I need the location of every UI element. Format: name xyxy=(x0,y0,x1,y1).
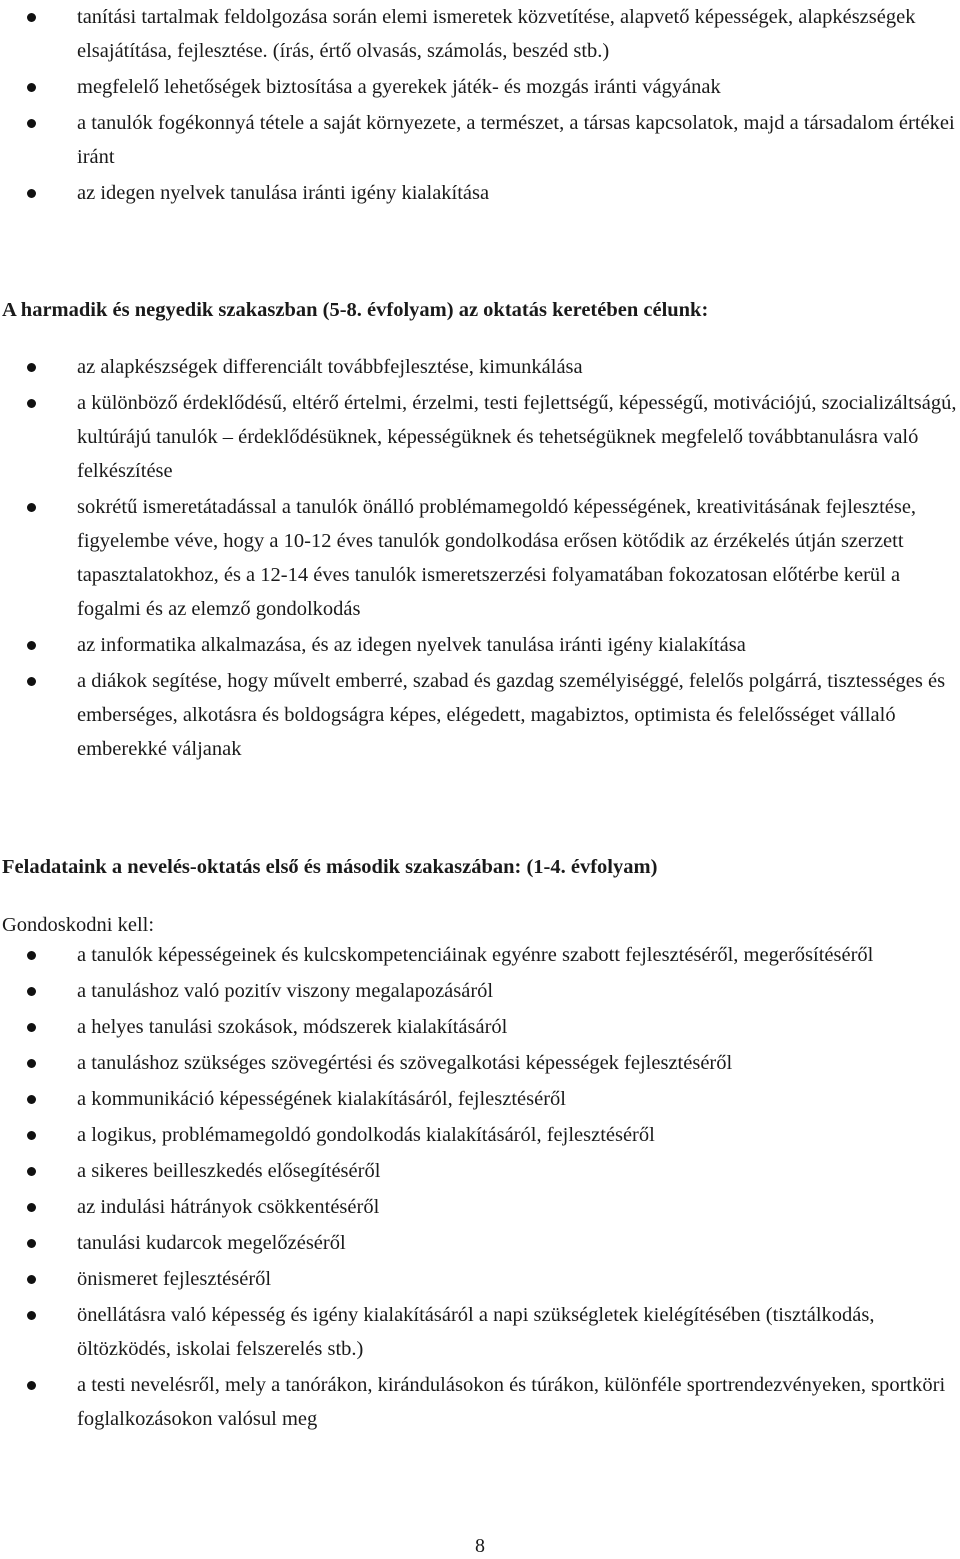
bullet-icon xyxy=(27,1167,36,1176)
bullet-icon xyxy=(27,1059,36,1068)
list-item xyxy=(0,938,960,972)
section-heading-grades-1-4: Feladataink a nevelés-oktatás első és második szakaszában: (1-4. évfolyam) xyxy=(2,856,658,878)
list-item xyxy=(0,974,960,1008)
list-item xyxy=(0,1046,960,1080)
list-item xyxy=(0,0,960,68)
list-item-text: önellátásra való képesség és igény kialakításáról a napi szükségletek kielégítésében (tisztálkodás, öltözködés, iskolai felszerelés stb.) xyxy=(77,1304,875,1360)
section-heading-grades-5-8: A harmadik és negyedik szakaszban (5-8. évfolyam) az oktatás keretében célunk: xyxy=(2,299,709,321)
list-item xyxy=(0,1082,960,1116)
list-item xyxy=(0,106,960,174)
list-item-text: a tanuláshoz szükséges szövegértési és szövegalkotási képességek fejlesztéséről xyxy=(77,1052,733,1074)
list-item xyxy=(0,1262,960,1296)
list-item xyxy=(0,386,960,488)
tasks-list xyxy=(0,938,960,1438)
bullet-icon xyxy=(27,1381,36,1390)
page-number: 8 xyxy=(475,1535,485,1557)
bullet-icon xyxy=(27,951,36,960)
bullet-icon xyxy=(27,677,36,686)
intro-label: Gondoskodni kell: xyxy=(2,914,155,936)
list-item-text: a sikeres beilleszkedés elősegítéséről xyxy=(77,1160,381,1182)
bullet-icon xyxy=(27,1311,36,1320)
list-item-text: megfelelő lehetőségek biztosítása a gyerekek játék- és mozgás iránti vágyának xyxy=(77,76,721,98)
list-item-text: a testi nevelésről, mely a tanórákon, kirándulásokon és túrákon, különféle sportrendezvényeken, sportköri foglalkozásokon valósul meg xyxy=(77,1374,946,1430)
list-item xyxy=(0,1154,960,1188)
list-item-text: az idegen nyelvek tanulása iránti igény kialakítása xyxy=(77,182,490,204)
list-item-text: az alapkészségek differenciált továbbfejlesztése, kimunkálása xyxy=(77,356,583,378)
list-item-text: az indulási hátrányok csökkentéséről xyxy=(77,1196,380,1218)
list-item xyxy=(0,1226,960,1260)
bullet-icon xyxy=(27,641,36,650)
bullet-icon xyxy=(27,189,36,198)
bullet-icon xyxy=(27,1275,36,1284)
list-item-text: önismeret fejlesztéséről xyxy=(77,1268,272,1290)
bullet-icon xyxy=(27,1023,36,1032)
list-item xyxy=(0,1368,960,1436)
list-item xyxy=(0,350,960,384)
list-item xyxy=(0,1298,960,1366)
goals-list-grades-5-8 xyxy=(0,350,960,768)
bullet-icon xyxy=(27,119,36,128)
list-item xyxy=(0,1010,960,1044)
bullet-icon xyxy=(27,1131,36,1140)
list-item xyxy=(0,664,960,766)
list-item-text: a kommunikáció képességének kialakításáról, fejlesztéséről xyxy=(77,1088,566,1110)
list-item xyxy=(0,176,960,210)
list-item xyxy=(0,1118,960,1152)
bullet-icon xyxy=(27,1203,36,1212)
list-item-text: tanulási kudarcok megelőzéséről xyxy=(77,1232,346,1254)
list-item-text: a tanuláshoz való pozitív viszony megalapozásáról xyxy=(77,980,494,1002)
list-item xyxy=(0,70,960,104)
bullet-icon xyxy=(27,363,36,372)
bullet-icon xyxy=(27,503,36,512)
list-item xyxy=(0,628,960,662)
list-item-text: a diákok segítése, hogy művelt emberré, szabad és gazdag személyiséggé, felelős polgárrá, tisztességes és emberséges, alkotásra és boldogságra képes, elégedett, magabiztos, optimista és felelősséget vállaló emberekké váljanak xyxy=(77,670,946,760)
bullet-icon xyxy=(27,13,36,22)
bullet-icon xyxy=(27,1095,36,1104)
list-item-text: sokrétű ismeretátadással a tanulók önálló problémamegoldó képességének, kreativitásának fejlesztése, figyelembe véve, hogy a 10-12 éves tanulók gondolkodása erősen kötődik az érzékelés útján szerzett tapasztalatokhoz, és a 12-14 éves tanulók ismeretszerzési folyamatában fokozatosan előtérbe kerül a fogalmi és az elemző gondolkodás xyxy=(77,496,917,620)
bullet-icon xyxy=(27,83,36,92)
list-item-text: a tanulók fogékonnyá tétele a saját környezete, a természet, a társas kapcsolatok, majd a társadalom értékei iránt xyxy=(77,112,955,168)
bullet-icon xyxy=(27,399,36,408)
bullet-icon xyxy=(27,1239,36,1248)
list-item-text: a logikus, problémamegoldó gondolkodás kialakításáról, fejlesztéséről xyxy=(77,1124,655,1146)
list-item xyxy=(0,1190,960,1224)
list-item-text: a különböző érdeklődésű, eltérő értelmi, érzelmi, testi fejlettségű, képességű, motivációjú, szocializáltságú, kultúrájú tanulók – érdeklődésüknek, képességüknek és tehetségüknek megfelelő továbbtanulásra való felkészítése xyxy=(77,392,957,482)
bullet-icon xyxy=(27,987,36,996)
list-item-text: a helyes tanulási szokások, módszerek kialakításáról xyxy=(77,1016,508,1038)
list-item xyxy=(0,490,960,626)
list-item-text: tanítási tartalmak feldolgozása során elemi ismeretek közvetítése, alapvető képességek, alapkészségek elsajátítása, fejlesztése. (írás, értő olvasás, számolás, beszéd stb.) xyxy=(77,6,916,62)
list-item-text: az informatika alkalmazása, és az idegen nyelvek tanulása iránti igény kialakítása xyxy=(77,634,746,656)
goals-list-early xyxy=(0,0,960,212)
list-item-text: a tanulók képességeinek és kulcskompetenciáinak egyénre szabott fejlesztéséről, megerősítéséről xyxy=(77,944,874,966)
